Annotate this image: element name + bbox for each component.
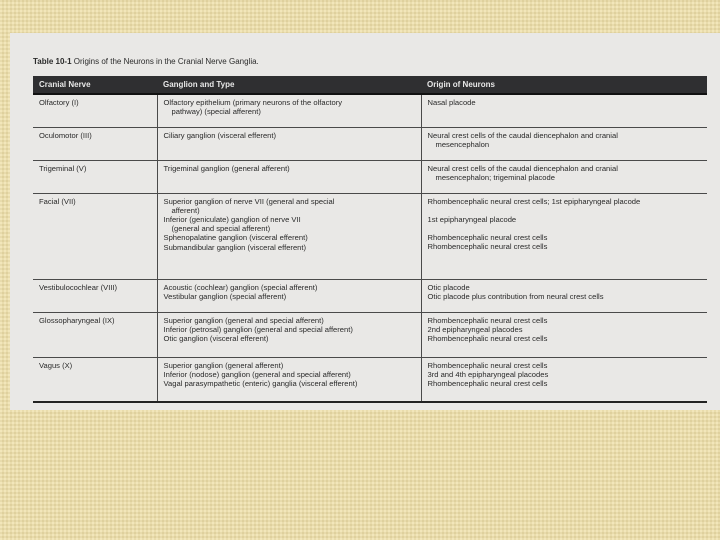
- nerve-cell: Facial (VII): [33, 194, 157, 280]
- origin-line: Rhombencephalic neural crest cells: [427, 316, 548, 325]
- ganglion-cell: [157, 358, 421, 403]
- origin-line: Neural crest cells of the caudal diencephalon and cranial: [427, 164, 618, 173]
- cranial-nerve-table: [33, 76, 707, 403]
- origin-line: Rhombencephalic neural crest cells: [427, 361, 548, 370]
- ganglion-cell: [157, 313, 421, 358]
- ganglion-line: Superior ganglion of nerve VII (general and special: [163, 197, 335, 206]
- origin-line: Rhombencephalic neural crest cells: [427, 379, 548, 389]
- ganglion-cell: [157, 161, 421, 194]
- header-row: [33, 76, 707, 94]
- nerve-cell: Trigeminal (V): [33, 161, 157, 194]
- origin-line: mesencephalon: [435, 140, 490, 150]
- header-cranial-nerve: Cranial Nerve: [33, 76, 157, 94]
- ganglion-line: Inferior (geniculate) ganglion of nerve VII: [163, 215, 301, 225]
- header-ganglion-type: Ganglion and Type: [157, 76, 421, 94]
- ganglion-cell: [157, 194, 421, 280]
- ganglion-cell: [157, 94, 421, 128]
- origin-cell: [421, 161, 707, 194]
- ganglion-line: Sphenopalatine ganglion (visceral efferent): [163, 233, 308, 243]
- ganglion-line: pathway) (special afferent): [171, 107, 261, 117]
- origin-cell: [421, 194, 707, 280]
- header-origin: Origin of Neurons: [421, 76, 707, 94]
- table-row: [33, 280, 707, 313]
- ganglion-line: afferent): [171, 206, 200, 216]
- table-row: [33, 358, 707, 403]
- origin-line: Neural crest cells of the caudal diencephalon and cranial: [427, 131, 618, 140]
- origin-cell: [421, 313, 707, 358]
- ganglion-cell: [157, 280, 421, 313]
- ganglion-line: Superior ganglion (general afferent): [163, 361, 284, 370]
- origin-line: 1st epipharyngeal placode: [427, 215, 517, 225]
- ganglion-cell: [157, 128, 421, 161]
- origin-line: Rhombencephalic neural crest cells: [427, 242, 548, 252]
- ganglion-line: Vagal parasympathetic (enteric) ganglia (visceral efferent): [163, 379, 358, 389]
- nerve-cell: Glossopharyngeal (IX): [33, 313, 157, 358]
- origin-line: mesencephalon; trigeminal placode: [435, 173, 555, 183]
- ganglion-line: Olfactory epithelium (primary neurons of the olfactory: [163, 98, 343, 107]
- table-caption: [33, 57, 259, 66]
- ganglion-line: Submandibular ganglion (visceral efferent): [163, 242, 307, 252]
- ganglion-line: Otic ganglion (visceral efferent): [163, 334, 269, 344]
- ganglion-line: Trigeminal ganglion (general afferent): [163, 164, 290, 173]
- table-row: [33, 313, 707, 358]
- origin-cell: [421, 358, 707, 403]
- origin-line: Otic placode: [427, 283, 470, 292]
- origin-line: 2nd epipharyngeal placodes: [427, 325, 523, 335]
- table-row: [33, 128, 707, 161]
- origin-line: Rhombencephalic neural crest cells: [427, 233, 548, 243]
- nerve-cell: Vestibulocochlear (VIII): [33, 280, 157, 313]
- origin-cell: [421, 280, 707, 313]
- nerve-cell: Oculomotor (III): [33, 128, 157, 161]
- ganglion-line: Inferior (nodose) ganglion (general and special afferent): [163, 370, 351, 380]
- ganglion-line: (general and special afferent): [171, 224, 271, 234]
- ganglion-line: Vestibular ganglion (special afferent): [163, 292, 287, 302]
- table-row: [33, 194, 707, 280]
- origin-cell: [421, 128, 707, 161]
- ganglion-line: Superior ganglion (general and special afferent): [163, 316, 324, 325]
- scanned-table-image: [10, 33, 720, 410]
- origin-cell: [421, 94, 707, 128]
- origin-line: Otic placode plus contribution from neural crest cells: [427, 292, 604, 302]
- table-title: Origins of the Neurons in the Cranial Nerve Ganglia.: [73, 57, 259, 66]
- origin-line: Rhombencephalic neural crest cells: [427, 334, 548, 344]
- ganglion-line: Acoustic (cochlear) ganglion (special afferent): [163, 283, 318, 292]
- ganglion-line: Ciliary ganglion (visceral efferent): [163, 131, 277, 140]
- origin-line: Nasal placode: [427, 98, 476, 107]
- nerve-cell: Vagus (X): [33, 358, 157, 403]
- nerve-cell: Olfactory (I): [33, 94, 157, 128]
- table-row: [33, 161, 707, 194]
- origin-line: Rhombencephalic neural crest cells; 1st epipharyngeal placode: [427, 197, 641, 206]
- ganglion-line: Inferior (petrosal) ganglion (general and special afferent): [163, 325, 353, 335]
- table-row: [33, 94, 707, 128]
- table-number: Table 10-1: [33, 57, 72, 66]
- origin-line: 3rd and 4th epipharyngeal placodes: [427, 370, 549, 380]
